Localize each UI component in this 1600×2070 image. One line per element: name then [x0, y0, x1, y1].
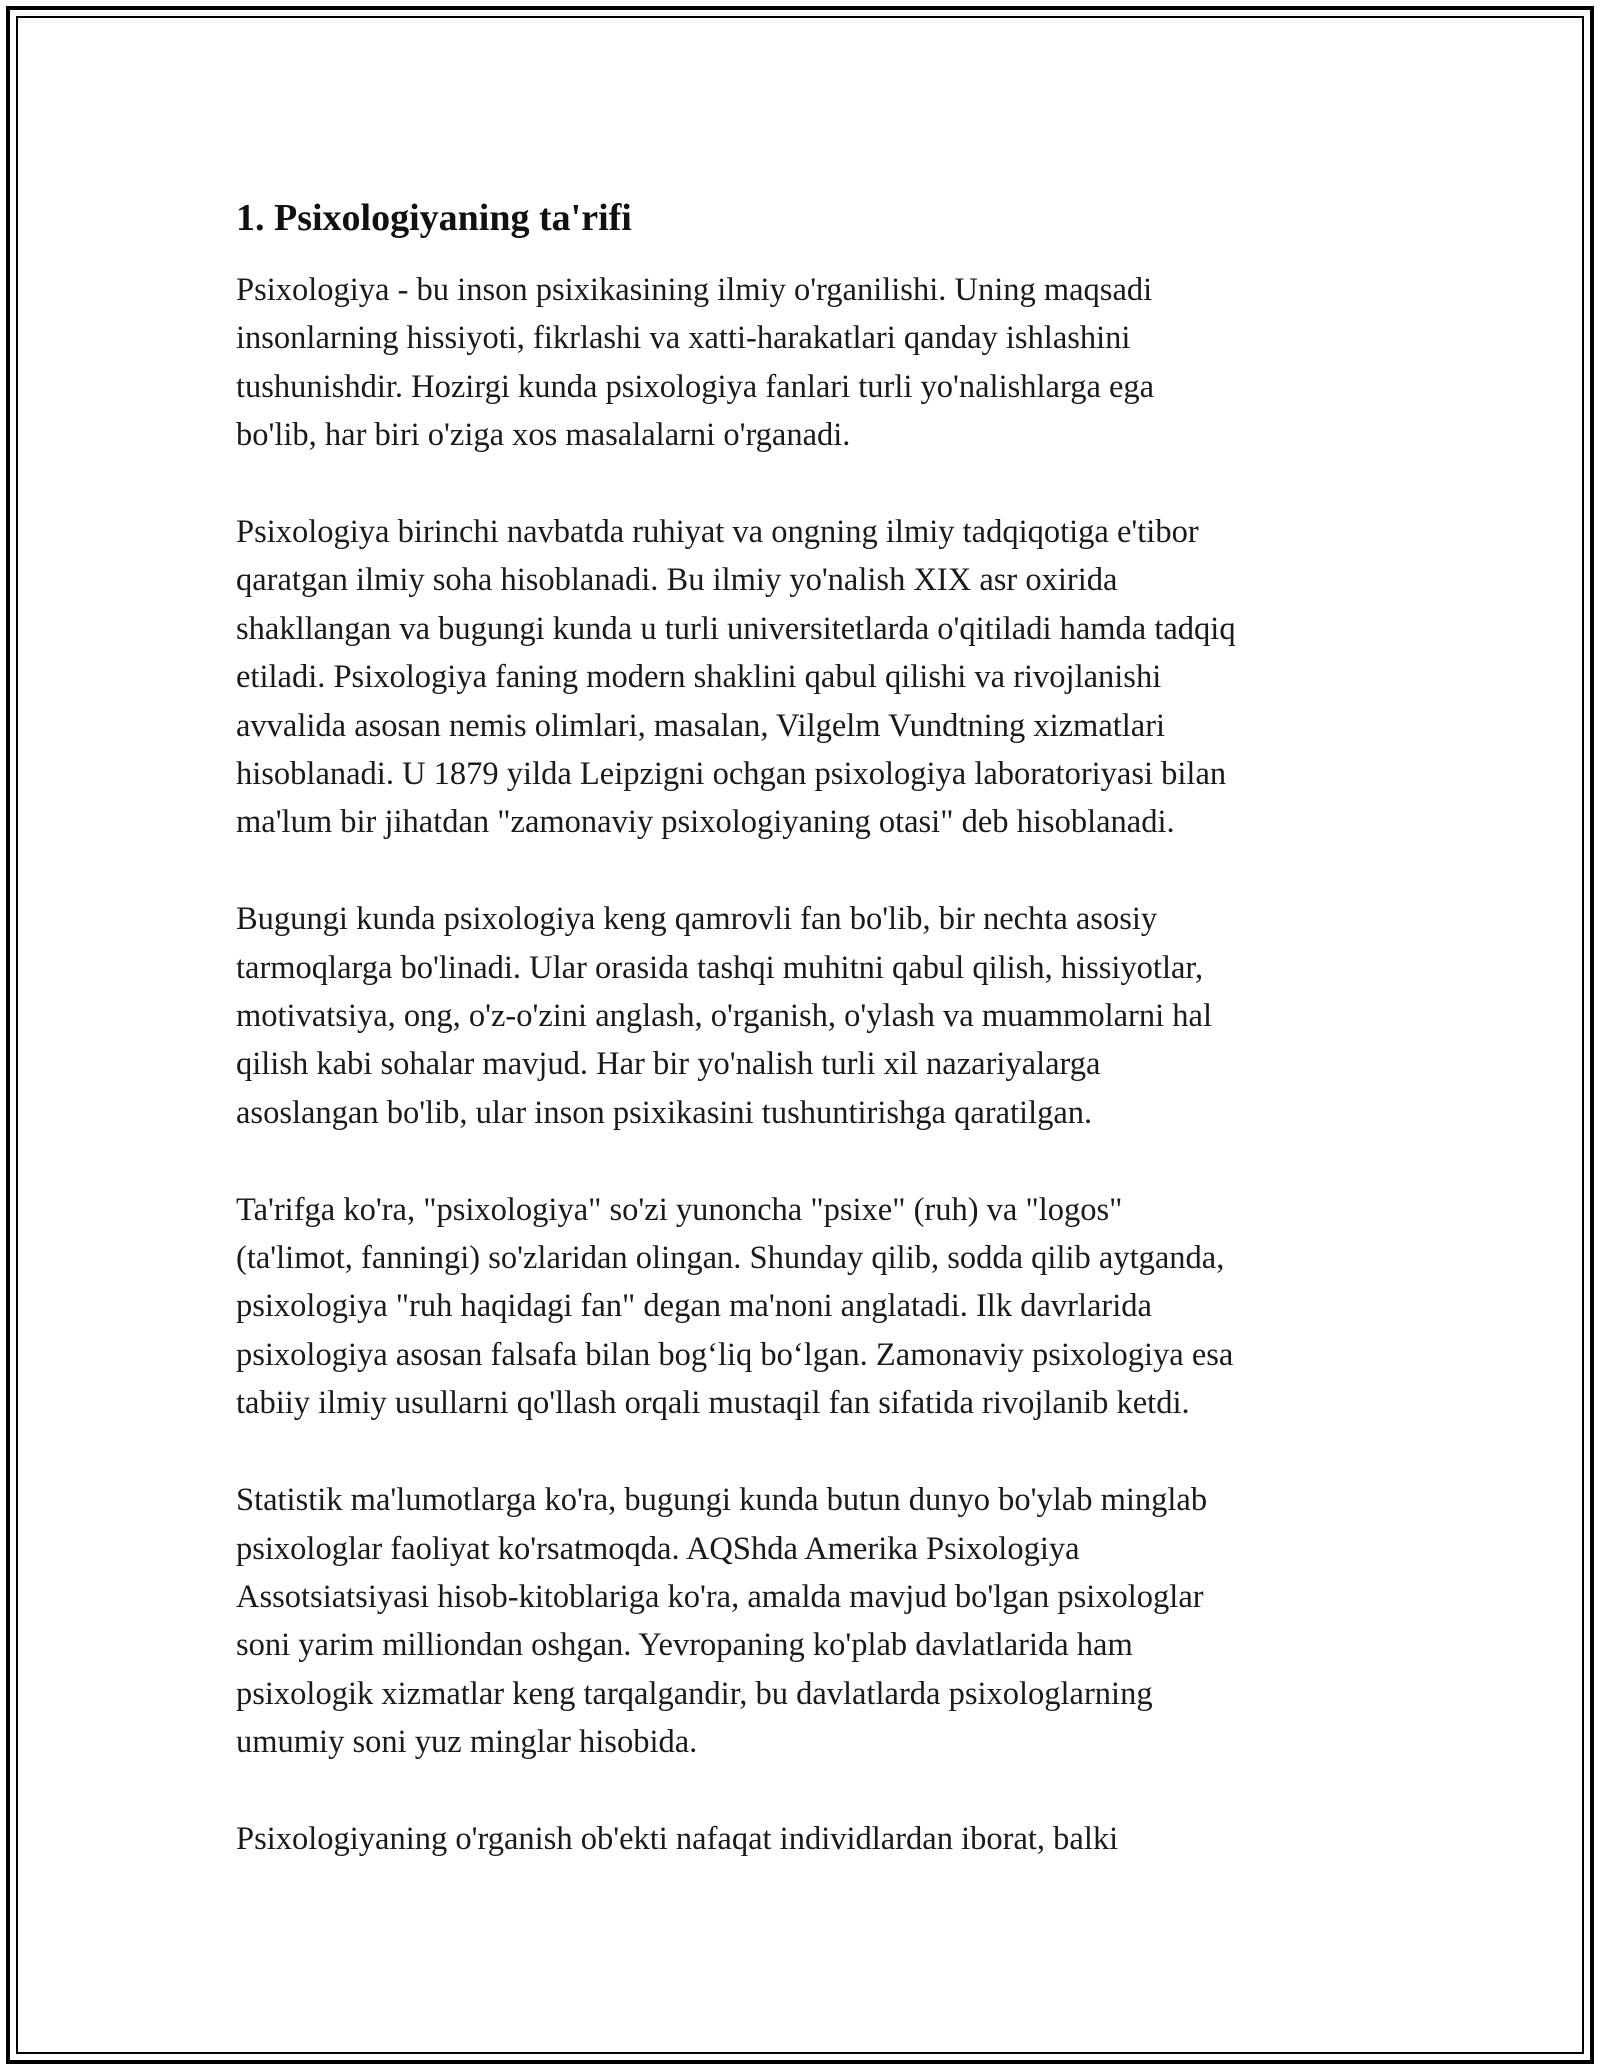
paragraph-4: Ta'rifga ko'ra, "psixologiya" so'zi yunoncha "psixe" (ruh) va "logos" (ta'limot, fanningi) so'zlaridan olingan. Shunday qilib, sodda qilib aytganda, psixologiya "ruh haqidagi fan" degan ma'noni anglatadi. Ilk davrlarida psixologiya asosan falsafa bilan bog‘liq bo‘lgan. Zamonaviy psixologiya esa tabiiy ilmiy usullarni qo'llash orqali mustaqil fan sifatida rivojlanib ketdi. — [236, 1191, 1234, 1422]
paragraph-5: Statistik ma'lumotlarga ko'ra, bugungi kunda butun dunyo bo'ylab minglab psixologlar faoliyat ko'rsatmoqda. AQShda Amerika Psixologiya Assotsiatsiyasi hisob-kitoblariga ko'ra, amalda mavjud bo'lgan psixologlar soni yarim milliondan oshgan. Yevropaning ko'plab davlatlarida ham psixologik xizmatlar keng tarqalgandir, bu davlatlarda psixologlarning umumiy soni yuz minglar hisobida. — [236, 1482, 1208, 1761]
section-heading: 1. Psixologiyaning ta'rifi — [236, 197, 632, 239]
paragraph-1: Psixologiya - bu inson psixikasining ilmiy o'rganilishi. Uning maqsadi insonlarning hissiyoti, fikrlashi va xatti-harakatlari qanday ishlashini tushunishdir. Hozirgi kunda psixologiya fanlari turli yo'nalishlarga ega bo'lib, har biri o'ziga xos masalalarni o'rganadi. — [236, 272, 1155, 454]
document-page — [236, 180, 1376, 1912]
paragraph-3: Bugungi kunda psixologiya keng qamrovli fan bo'lib, bir nechta asosiy tarmoqlarga bo'linadi. Ular orasida tashqi muhitni qabul qilish, hissiyotlar, motivatsiya, ong, o'z-o'zini anglash, o'rganish, o'ylash va muammolarni hal qilish kabi sohalar mavjud. Har bir yo'nalish turli xil nazariyalarga asoslangan bo'lib, ular inson psixikasini tushuntirishga qaratilgan. — [236, 901, 1212, 1131]
paragraph-2: Psixologiya birinchi navbatda ruhiyat va ongning ilmiy tadqiqotiga e'tibor qaratgan ilmiy soha hisoblanadi. Bu ilmiy yo'nalish XIX asr oxirida shakllangan va bugungi kunda u turli universitetlarda o'qitiladi hamda tadqiq etiladi. Psixologiya faning modern shaklini qabul qilishi va rivojlanishi avvalida asosan nemis olimlari, masalan, Vilgelm Vundtning xizmatlari hisoblanadi. U 1879 yilda Leipzigni ochgan psixologiya laboratoriyasi bilan ma'lum bir jihatdan "zamonaviy psixologiyaning otasi" deb hisoblanadi. — [236, 514, 1236, 841]
paragraph-6: Psixologiyaning o'rganish ob'ekti nafaqat individlardan iborat, balki — [236, 1820, 1119, 1857]
